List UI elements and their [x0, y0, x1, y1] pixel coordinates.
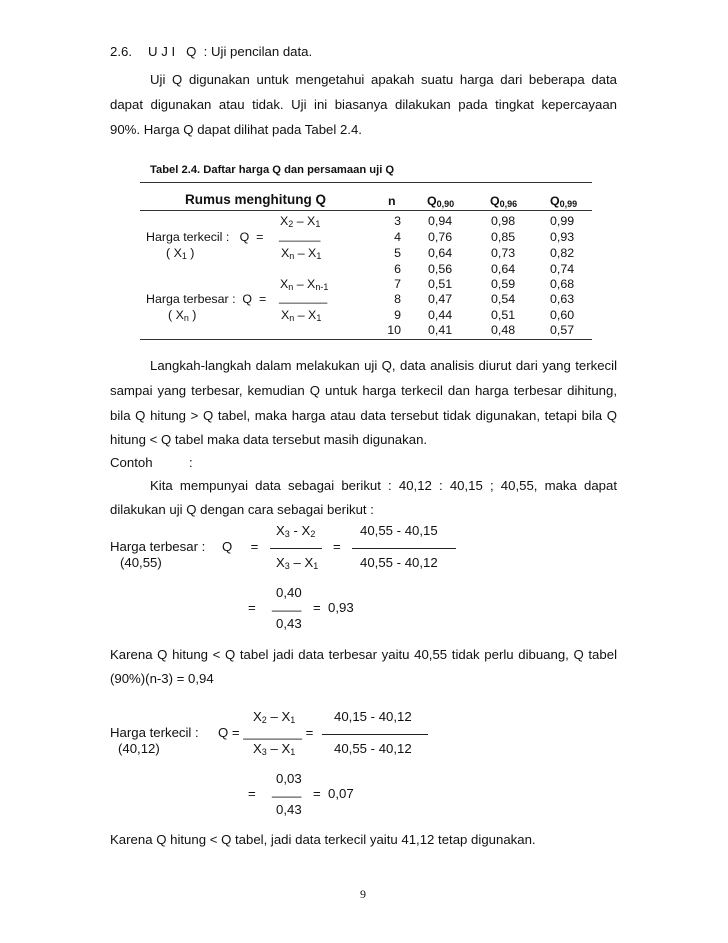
smallest-numeric-fraction-line [322, 734, 428, 735]
intro-line-1: Uji Q digunakan untuk mengetahui apakah suatu harga dari beberapa data [150, 72, 617, 87]
steps-line-3: bila Q hitung > Q tabel, maka harga atau data tersebut tidak digunakan, tetapi bila Q [110, 408, 617, 423]
cell-q99: 0,82 [550, 246, 575, 260]
largest-step-result: = 0,93 [313, 600, 354, 615]
cell-q90: 0,51 [428, 277, 453, 291]
steps-line-4: hitung < Q tabel maka data tersebut masih digunakan. [110, 432, 428, 447]
cell-n: 5 [394, 246, 401, 260]
largest-label: Harga terbesar : [110, 539, 206, 554]
table-caption: Tabel 2.4. Daftar harga Q dan persamaan uji Q [150, 164, 395, 176]
cell-q90: 0,47 [428, 292, 453, 306]
cell-n: 10 [387, 323, 401, 337]
smallest-step-result: = 0,07 [313, 786, 354, 801]
cell-n: 8 [394, 292, 401, 306]
smallest-step-fraction-line: ____ [272, 783, 302, 798]
largest-symbolic-fraction-line [270, 548, 322, 549]
formula-large-denominator: $X_n - X_1$ [281, 308, 322, 323]
largest-equals-2: = [333, 539, 341, 554]
formula-large-fraction-line: _______ [279, 290, 328, 304]
cell-q90: 0,64 [428, 246, 453, 260]
largest-step-equals: = [248, 600, 256, 615]
largest-value: (40,55) [120, 555, 162, 570]
cell-q90: 0,94 [428, 214, 453, 228]
cell-q96: 0,51 [491, 308, 516, 322]
largest-step-denominator: 0,43 [276, 616, 302, 631]
cell-q90: 0,41 [428, 323, 453, 337]
cell-n: 4 [394, 230, 401, 244]
cell-n: 7 [394, 277, 401, 291]
cell-n: 3 [394, 214, 401, 228]
largest-symbolic-denominator: $X_3 - X_1$ [276, 555, 319, 571]
cell-q99: 0,74 [550, 262, 575, 276]
cell-q90: 0,44 [428, 308, 453, 322]
formula-small-denominator: $X_n - X_1$ [281, 246, 322, 261]
intro-line-2: dapat digunakan atau tidak. Uji ini biasanya dilakukan pada tingkat kepercayaan [110, 97, 617, 112]
conclusion-1-line-1: Karena Q hitung < Q tabel jadi data terbesar yaitu 40,55 tidak perlu dibuang, Q tabel [110, 647, 617, 662]
formula-small-fraction-line: ______ [279, 228, 321, 242]
cell-q96: 0,85 [491, 230, 516, 244]
largest-numeric-fraction-line [352, 548, 456, 549]
example-line-2: dilakukan uji Q dengan cara sebagai berikut : [110, 502, 374, 517]
formula-large-numerator: $X_n - X_{n-1}$ [280, 277, 329, 292]
cell-q99: 0,93 [550, 230, 575, 244]
cell-q96: 0,54 [491, 292, 516, 306]
cell-q96: 0,59 [491, 277, 516, 291]
formula-small-numerator: $X_2 - X_1$ [280, 214, 321, 229]
page-number: 9 [360, 887, 366, 901]
cell-q90: 0,56 [428, 262, 453, 276]
smallest-step-equals: = [248, 786, 256, 801]
formula-small-variable: ( $X_1$ ) [166, 246, 195, 261]
conclusion-2: Karena Q hitung < Q tabel, jadi data terkecil yaitu 41,12 tetap digunakan. [110, 832, 536, 847]
example-colon: : [189, 455, 193, 470]
smallest-value: (40,12) [118, 741, 160, 756]
cell-q99: 0,68 [550, 277, 575, 291]
smallest-symbolic-numerator: $X_2 - X_1$ [253, 709, 296, 725]
header-q96: $Q_{0,96}$ [490, 194, 518, 209]
example-line-1: Kita mempunyai data sebagai berikut : 40,12 : 40,15 ; 40,55, maka dapat [150, 478, 617, 493]
formula-large-label: Harga terbesar : Q = [146, 292, 267, 306]
largest-numeric-numerator: 40,55 - 40,15 [360, 523, 438, 538]
smallest-symbolic-denominator: $X_3 - X_1$ [253, 741, 296, 757]
cell-q99: 0,57 [550, 323, 575, 337]
smallest-step-numerator: 0,03 [276, 771, 302, 786]
cell-q96: 0,98 [491, 214, 516, 228]
largest-numeric-denominator: 40,55 - 40,12 [360, 555, 438, 570]
smallest-numeric-numerator: 40,15 - 40,12 [334, 709, 412, 724]
conclusion-1-line-2: (90%)(n-3) = 0,94 [110, 671, 214, 686]
header-q99: $Q_{0,99}$ [550, 194, 578, 209]
cell-q96: 0,48 [491, 323, 516, 337]
cell-q96: 0,64 [491, 262, 516, 276]
intro-line-3: 90%. Harga Q dapat dilihat pada Tabel 2.4. [110, 122, 362, 137]
section-number: 2.6. [110, 44, 132, 59]
steps-line-1: Langkah-langkah dalam melakukan uji Q, data analisis diurut dari yang terkecil [150, 358, 617, 373]
smallest-numeric-denominator: 40,55 - 40,12 [334, 741, 412, 756]
table-top-rule [140, 182, 592, 183]
largest-symbolic-numerator: $X_3 - X_2$ [276, 523, 316, 539]
example-label: Contoh [110, 455, 153, 470]
cell-n: 6 [394, 262, 401, 276]
table-header-rule [140, 210, 592, 211]
header-n: n [388, 194, 396, 208]
smallest-label: Harga terkecil : [110, 725, 199, 740]
section-title: U J I Q : Uji pencilan data. [148, 44, 313, 59]
cell-q99: 0,60 [550, 308, 575, 322]
largest-step-fraction-line: ____ [272, 597, 302, 612]
smallest-step-denominator: 0,43 [276, 802, 302, 817]
smallest-q-equals: Q = ________ = [218, 725, 314, 740]
largest-step-numerator: 0,40 [276, 585, 302, 600]
header-q90: $Q_{0,90}$ [427, 194, 455, 209]
cell-q99: 0,99 [550, 214, 575, 228]
cell-q96: 0,73 [491, 246, 516, 260]
cell-q99: 0,63 [550, 292, 575, 306]
largest-q-equals: Q = [222, 539, 259, 554]
cell-n: 9 [394, 308, 401, 322]
table-bottom-rule [140, 339, 592, 340]
formula-small-label: Harga terkecil : Q = [146, 230, 264, 244]
header-formula: Rumus menghitung Q [185, 192, 326, 207]
steps-line-2: sampai yang terbesar, kemudian Q untuk harga terkecil dan harga terbesar dihitung, [110, 383, 617, 398]
formula-large-variable: ( $X_n$ ) [168, 308, 197, 323]
cell-q90: 0,76 [428, 230, 453, 244]
